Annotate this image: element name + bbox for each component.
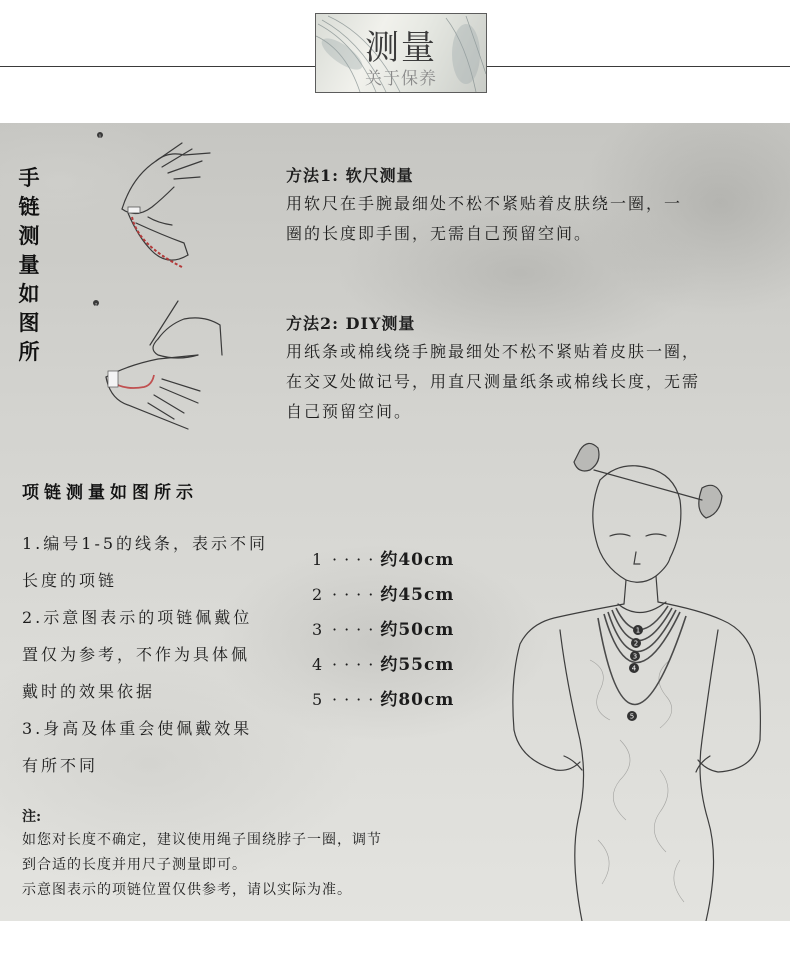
measurement-panel xyxy=(0,123,790,921)
size-dots: ···· xyxy=(332,585,381,604)
header-title: 测量 xyxy=(365,28,437,68)
method2-line: 在交叉处做记号，用直尺测量纸条或棉线长度，无需 xyxy=(286,372,701,391)
step-number: 1 xyxy=(98,133,102,139)
header-badge xyxy=(315,13,487,93)
hand-pen-illustration-icon xyxy=(88,295,238,445)
vtitle-char: 链 xyxy=(18,194,40,219)
size-length: 约50cm xyxy=(380,620,455,640)
note-line: 3.身高及体重会使佩戴效果 xyxy=(22,719,253,738)
footnote-heading: 注: xyxy=(22,809,42,825)
vtitle-char: 量 xyxy=(18,252,40,277)
size-length: 约55cm xyxy=(380,655,455,675)
size-dots: ···· xyxy=(332,620,381,639)
size-row xyxy=(312,650,492,685)
size-row xyxy=(312,615,492,650)
note-line: 2.示意图表示的项链佩戴位 xyxy=(22,608,253,627)
size-dots: ···· xyxy=(332,655,381,674)
bracelet-vertical-title xyxy=(16,163,42,366)
note-line: 有所不同 xyxy=(22,756,99,775)
size-row xyxy=(312,580,492,615)
method2-line: 用纸条或棉线绕手腕最细处不松不紧贴着皮肤一圈， xyxy=(286,342,701,361)
necklace-size-list xyxy=(312,545,492,720)
figure-mark: 4 xyxy=(631,664,637,673)
header-subtitle: 关于保养 xyxy=(365,69,437,89)
step-number: 2 xyxy=(94,301,98,307)
size-number: 3 xyxy=(312,620,324,639)
size-length: 约45cm xyxy=(380,585,455,605)
vtitle-char: 手 xyxy=(18,165,40,190)
vtitle-char: 图 xyxy=(18,310,40,335)
necklace-title: 项链测量如图所示 xyxy=(22,483,198,503)
vtitle-char: 如 xyxy=(18,281,40,306)
method1-line: 圈的长度即手围，无需自己预留空间。 xyxy=(286,224,593,243)
footnote-line: 到合适的长度并用尺子测量即可。 xyxy=(22,857,247,873)
method2-title: 方法2: DIY测量 xyxy=(286,314,416,333)
note-line: 1.编号1-5的线条，表示不同 xyxy=(22,534,269,553)
size-length: 约80cm xyxy=(380,690,455,710)
size-number: 2 xyxy=(312,585,324,604)
figure-mark: 5 xyxy=(629,712,635,721)
figure-mark: 1 xyxy=(635,626,641,635)
size-dots: ···· xyxy=(332,690,381,709)
vtitle-char: 所 xyxy=(18,339,40,364)
method1-title: 方法1: 软尺测量 xyxy=(286,166,414,185)
note-line: 置仅为参考，不作为具体佩 xyxy=(22,645,251,664)
footnote xyxy=(22,806,492,903)
method2-block xyxy=(286,311,776,427)
footnote-line: 如您对长度不确定，建议使用绳子围绕脖子一圈，调节 xyxy=(22,832,382,848)
size-number: 5 xyxy=(312,690,324,709)
size-row xyxy=(312,685,492,720)
method1-line: 用软尺在手腕最细处不松不紧贴着皮肤绕一圈，一 xyxy=(286,194,683,213)
size-length: 约40cm xyxy=(380,550,455,570)
size-number: 1 xyxy=(312,550,324,569)
method1-block xyxy=(286,163,756,249)
vtitle-char: 测 xyxy=(18,223,40,248)
figure-mark: 2 xyxy=(633,639,639,648)
hand-softruler-illustration-icon xyxy=(92,127,232,287)
size-number: 4 xyxy=(312,655,324,674)
size-row xyxy=(312,545,492,580)
necklace-notes xyxy=(22,525,312,784)
note-line: 长度的项链 xyxy=(22,571,118,590)
figure-mark: 3 xyxy=(632,652,638,661)
woman-qipao-illustration-icon xyxy=(470,440,770,921)
footnote-line: 示意图表示的项链位置仅供参考，请以实际为准。 xyxy=(22,882,352,898)
size-dots: ···· xyxy=(332,550,381,569)
method2-line: 自己预留空间。 xyxy=(286,402,413,421)
note-line: 戴时的效果依据 xyxy=(22,682,156,701)
